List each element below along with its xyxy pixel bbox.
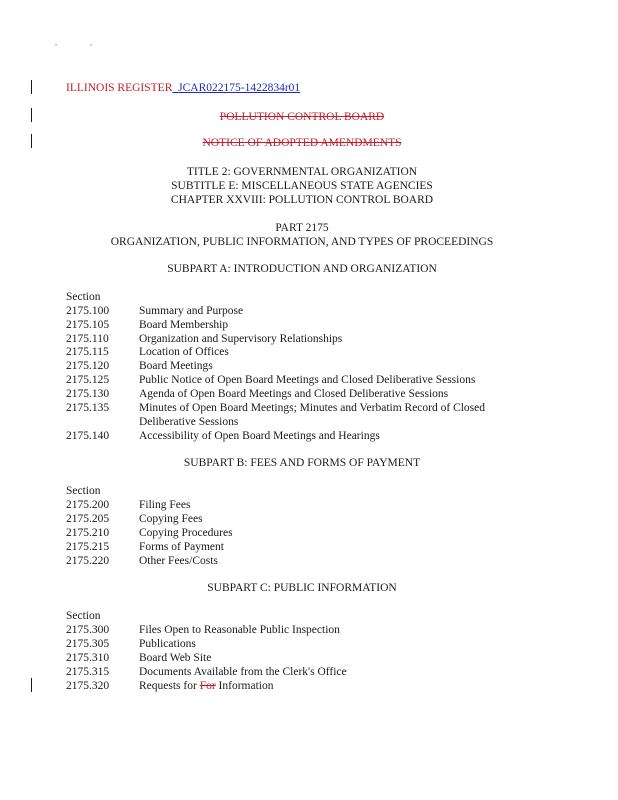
section-number: 2175.200 bbox=[66, 499, 110, 511]
change-bar bbox=[31, 678, 32, 692]
register-header bbox=[66, 82, 300, 96]
scan-mark: • bbox=[55, 43, 58, 49]
section-number: 2175.125 bbox=[66, 374, 110, 386]
register-label: ILLINOIS REGISTER bbox=[66, 82, 173, 94]
section-number: 2175.310 bbox=[66, 652, 110, 664]
section-number: 2175.305 bbox=[66, 638, 110, 650]
section-number: 2175.205 bbox=[66, 513, 110, 525]
section-title: Files Open to Reasonable Public Inspection bbox=[139, 624, 340, 636]
board-line: POLLUTION CONTROL BOARD bbox=[219, 111, 385, 123]
subpart-b-heading: SUBPART B: FEES AND FORMS OF PAYMENT bbox=[183, 457, 421, 469]
title-line-2: SUBTITLE E: MISCELLANEOUS STATE AGENCIES bbox=[171, 180, 433, 192]
section-number: 2175.130 bbox=[66, 388, 110, 400]
subpart-c-heading: SUBPART C: PUBLIC INFORMATION bbox=[207, 582, 397, 594]
section-number: 2175.300 bbox=[66, 624, 110, 636]
section-number: 2175.100 bbox=[66, 305, 110, 317]
deleted-text: For bbox=[199, 680, 216, 692]
section-title: Requests for For Information bbox=[139, 680, 274, 692]
section-title: Summary and Purpose bbox=[139, 305, 244, 317]
part-number: PART 2175 bbox=[275, 222, 329, 234]
section-number: 2175.215 bbox=[66, 541, 110, 553]
section-label: Section bbox=[66, 485, 101, 497]
section-title: Location of Offices bbox=[139, 346, 229, 358]
section-title: Board Meetings bbox=[139, 360, 213, 372]
subpart-a-heading: SUBPART A: INTRODUCTION AND ORGANIZATION bbox=[167, 263, 437, 275]
part-name: ORGANIZATION, PUBLIC INFORMATION, AND TYPES OF PROCEEDINGS bbox=[110, 236, 494, 248]
section-number: 2175.110 bbox=[66, 333, 109, 345]
section-title: Minutes of Open Board Meetings; Minutes and Verbatim Record of Closed Deliberative Sessions bbox=[139, 402, 486, 428]
title-line-3: CHAPTER XXVIII: POLLUTION CONTROL BOARD bbox=[170, 194, 434, 206]
section-title: Other Fees/Costs bbox=[139, 555, 218, 567]
section-number: 2175.210 bbox=[66, 527, 110, 539]
change-bar bbox=[31, 80, 32, 94]
section-title: Documents Available from the Clerk's Office bbox=[139, 666, 347, 678]
section-number: 2175.315 bbox=[66, 666, 110, 678]
section-number: 2175.105 bbox=[66, 319, 110, 331]
section-title: Public Notice of Open Board Meetings and Closed Deliberative Sessions bbox=[139, 374, 476, 386]
section-title: Board Membership bbox=[139, 319, 229, 331]
scan-mark: • bbox=[90, 43, 93, 49]
section-title: Forms of Payment bbox=[139, 541, 224, 553]
title-line-1: TITLE 2: GOVERNMENTAL ORGANIZATION bbox=[186, 166, 418, 178]
section-title: Board Web Site bbox=[139, 652, 212, 664]
section-title: Publications bbox=[139, 638, 196, 650]
section-title: Accessibility of Open Board Meetings and Hearings bbox=[139, 430, 380, 442]
section-number: 2175.140 bbox=[66, 430, 110, 442]
section-label: Section bbox=[66, 610, 101, 622]
section-number: 2175.320 bbox=[66, 680, 110, 692]
section-title: Organization and Supervisory Relationships bbox=[139, 333, 343, 345]
section-title: Copying Procedures bbox=[139, 527, 233, 539]
section-number: 2175.120 bbox=[66, 360, 110, 372]
notice-line: NOTICE OF ADOPTED AMENDMENTS bbox=[202, 137, 402, 149]
section-number: 2175.220 bbox=[66, 555, 110, 567]
section-label: Section bbox=[66, 291, 101, 303]
section-number: 2175.115 bbox=[66, 346, 109, 358]
section-number: 2175.135 bbox=[66, 402, 110, 414]
section-title: Copying Fees bbox=[139, 513, 203, 525]
section-title: Agenda of Open Board Meetings and Closed Deliberative Sessions bbox=[139, 388, 449, 400]
section-title: Filing Fees bbox=[139, 499, 191, 511]
doc-id-link[interactable]: JCAR022175-1422834r01 bbox=[178, 82, 301, 94]
